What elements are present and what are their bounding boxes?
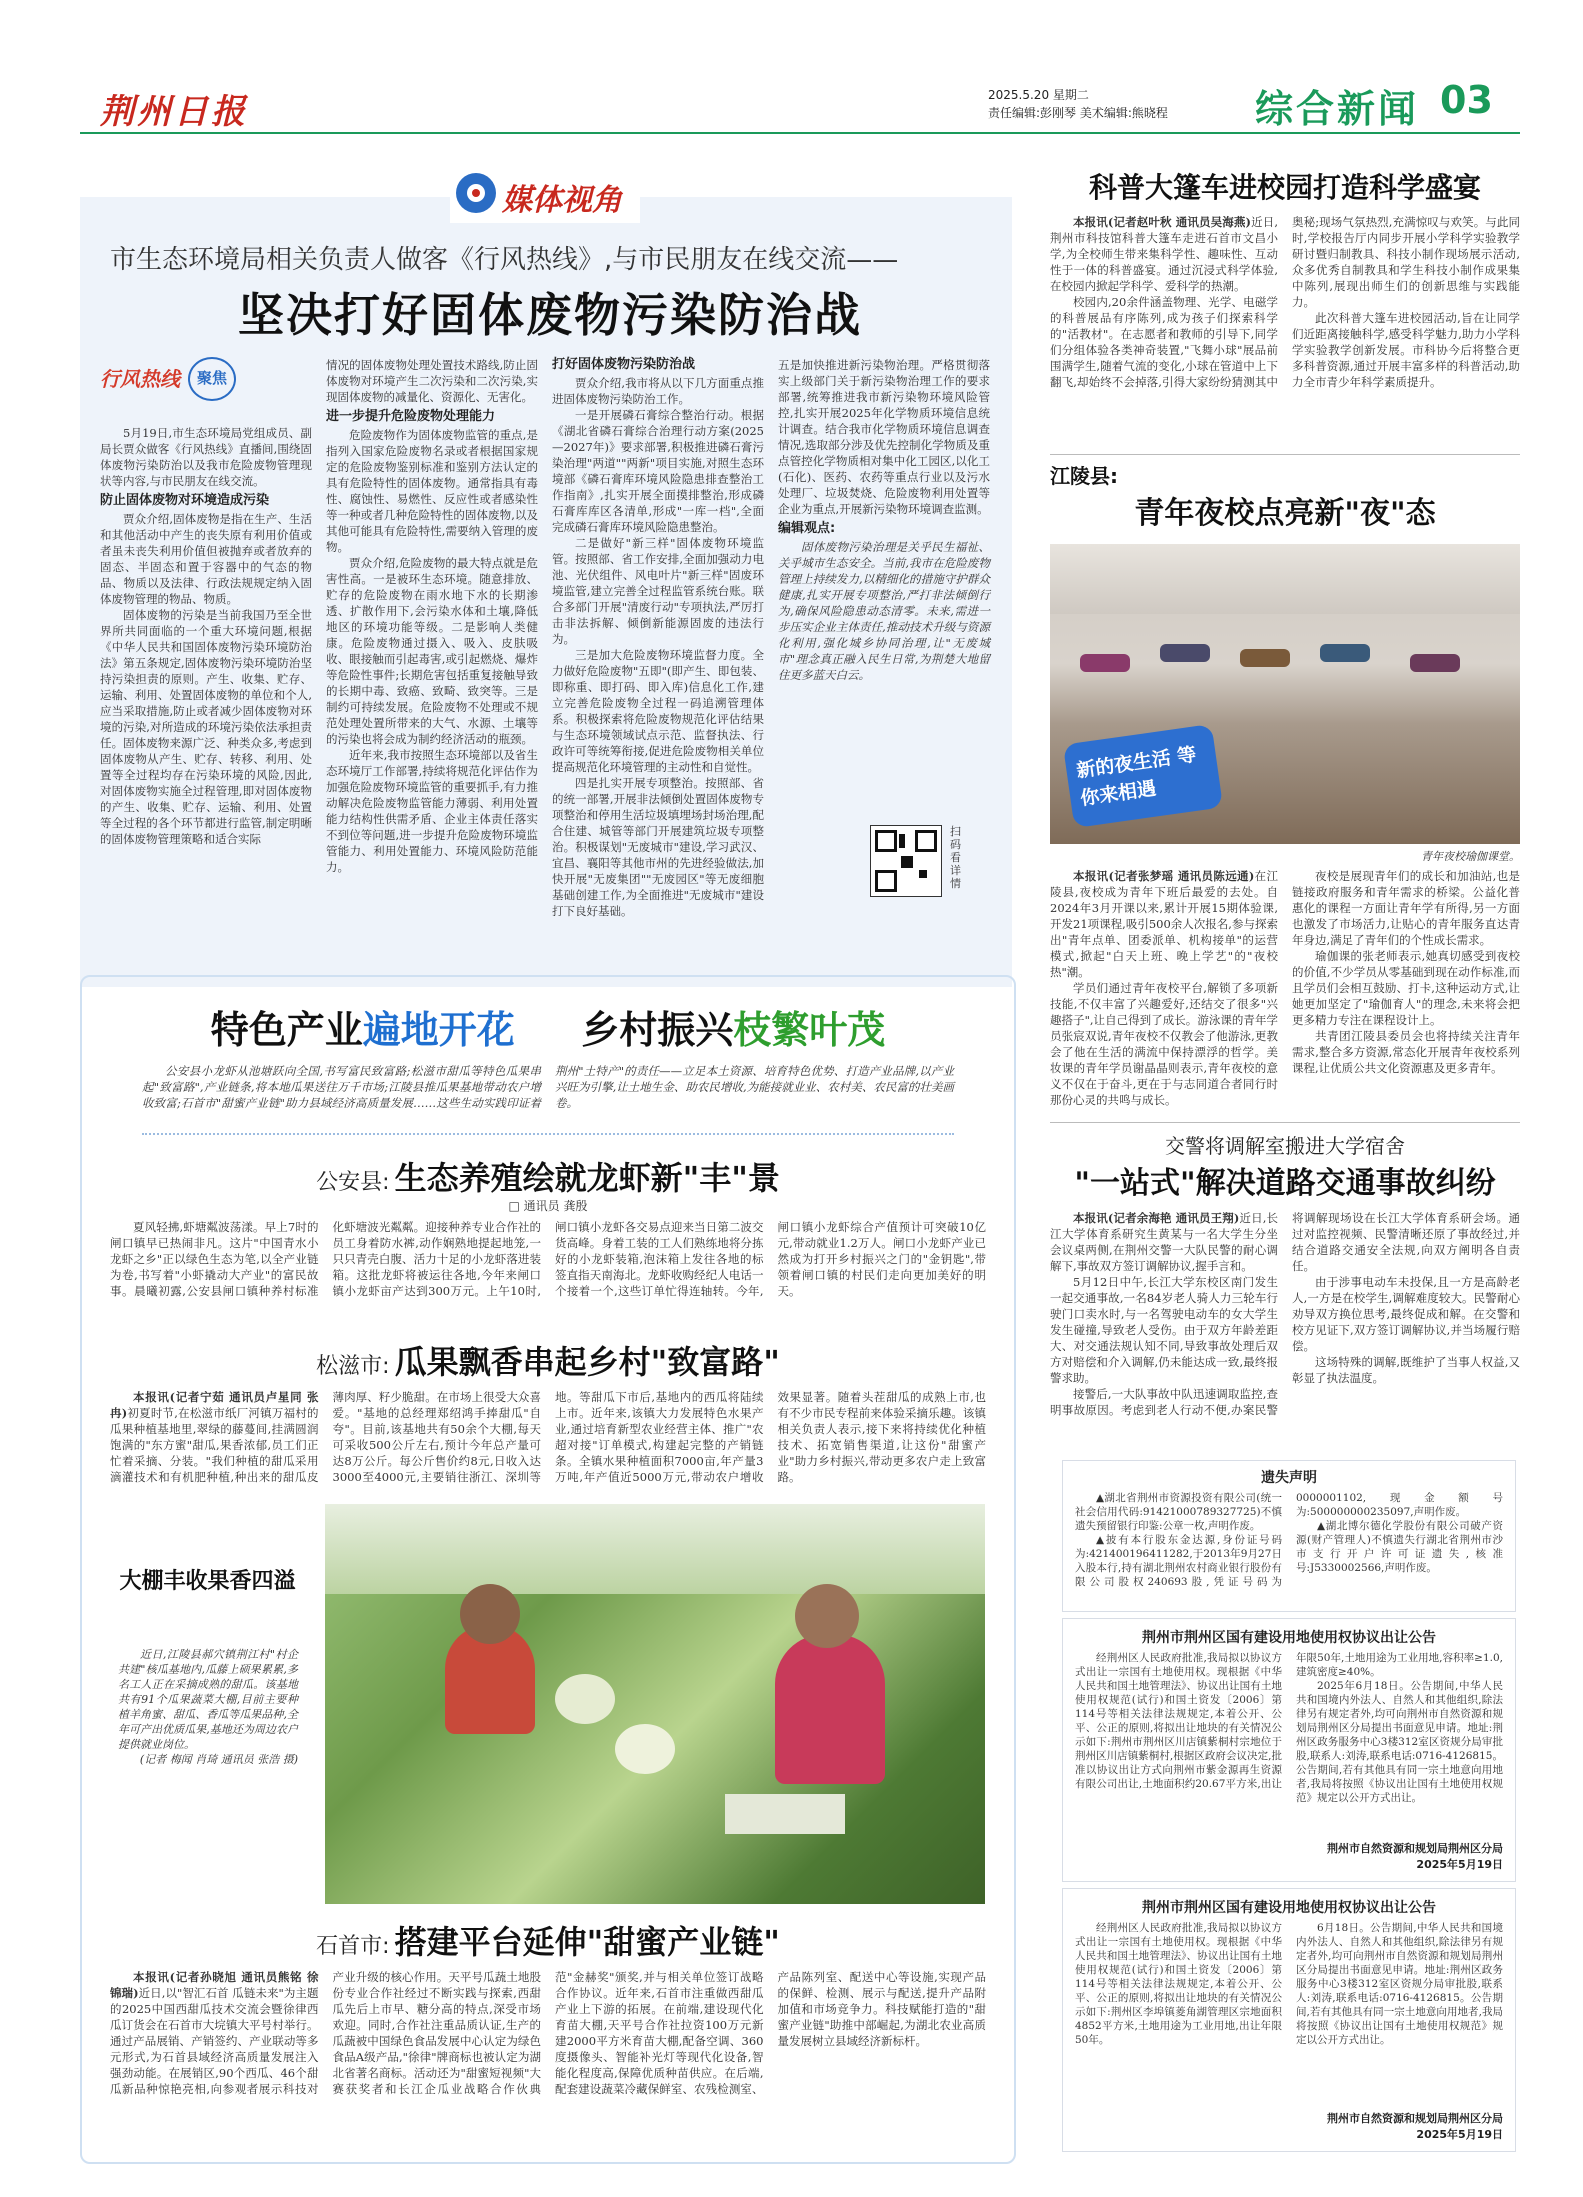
hotline-logo bbox=[100, 357, 240, 397]
gongan-para: 夏风轻拂,虾塘粼波荡漾。早上7时的闸口镇早已热闹非凡。这片"中国青水小龙虾之乡"正以绿色生态为笔,以全产业链为卷,书写着"小虾撬动大产业"的富民故事。晨曦初露,公安县闸口镇种养村标准化虾塘波光粼粼。迎接种养专业合作社的员工身着防水裤,动作娴熟地提起地笼,一只只青壳白腹、活力十足的小龙虾落进装箱。这批龙虾将被运往各地,今年来闸口镇小龙虾亩产达到300万元。上午10时,闸口镇小龙虾各交易点迎来当日第二波交货高峰。身着工装的工人们熟练地将分拣好的小龙虾装箱,泡沫箱上发往各地的标签直指天南海北。龙虾收购经纪人电话一个接着一个,这些订单忙得连轴转。今年,闸口镇小龙虾综合产值预计可突破10亿元,带动就业1.2万人。闸口小龙虾产业已然成为打开乡村振兴之门的"金钥匙",带领着闸口镇的村民们走向更加美好的明天。 bbox=[110, 1220, 986, 1298]
media-feature-box bbox=[80, 183, 1012, 987]
media-col-1 bbox=[100, 425, 312, 847]
rural-headline-d: 枝繁叶茂 bbox=[733, 1007, 886, 1052]
land-notice-issuer: 荆州市自然资源和规划局荆州区分局 bbox=[1327, 1842, 1503, 1855]
land-notice-body bbox=[1075, 1651, 1503, 1837]
traffic-article bbox=[1050, 1126, 1520, 1456]
traffic-para: 接警后,一大队事故中队迅速调取监控,查明事故原因。考虑到老人行动不便,办案民警将调解现场设在长江大学体育系研会场。通过对监控视频、民警清晰还原了事故经过,并结合道路交通安全法规,向双方阐明各自责任。 bbox=[1050, 1211, 1520, 1417]
header-rule bbox=[80, 132, 1520, 134]
media-col-3 bbox=[552, 357, 764, 919]
editor-note: 固体废物污染治理是关乎民生福祉、关乎城市生态安全。当前,我市在危险废物管理上持续发力,以精细化的措施守护群众健康,扎实开展专项整治,严打非法倾倒行为,确保风险隐患动态清零。未来,需进一步压实企业主体责任,推动技术升级与资源化利用,强化城乡协同治理,让"无废城市"理念真正融入民生日常,为荆楚大地留住更多蓝天白云。 bbox=[778, 540, 990, 682]
section-name: 综合新闻 bbox=[1255, 87, 1420, 131]
media-para: 近年来,我市按照生态环境部以及省生态环境厅工作部署,持续将规范化评估作为加强危险废物环境监管的重要抓手,有力推动解决危险废物监管能力薄弱、利用处置能力结构性供需矛盾、企业主体责任落实不到位等问题,进一步提升危险废物环境监管能力、利用处置能力、环境风险防范能力。 bbox=[326, 748, 538, 874]
land-notice-date: 2025年5月19日 bbox=[1416, 2128, 1503, 2141]
land-notice-1 bbox=[1062, 1618, 1516, 1882]
gongan-headline: 生态养殖绘就龙虾新"丰"景 bbox=[394, 1159, 780, 1197]
land-notice-signature bbox=[1075, 2111, 1503, 2143]
media-kicker: 市生态环境局相关负责人做客《行风热线》,与市民朋友在线交流—— bbox=[110, 245, 899, 275]
focus-logo: 聚焦 bbox=[188, 357, 236, 401]
media-para: 情况的固体废物处理处置技术路线,防止固体废物对环境产生二次污染和二次污染,实现固体废物的减量化、资源化、无害化。 bbox=[326, 358, 538, 404]
lost-notice-item: ▲湖北省荆州市资源投资有限公司(统一社会信用代码:91421000789327725)不慎遗失预留银行印鉴:公章一枚,声明作废。 bbox=[1075, 1492, 1282, 1532]
greenhouse-text bbox=[118, 1647, 298, 1767]
traffic-para: 这场特殊的调解,既维护了当事人权益,又彰显了执法温度。 bbox=[1292, 1355, 1520, 1385]
rural-intro-text: 公安县小龙虾从池塘跃向全国,书写富民致富路;松滋市甜瓜等特色瓜果串起"致富路",产业链条,将本地瓜果送往万千市场;江陵县推瓜果基地带动农户增收致富;石首市"甜蜜产业链"助力县域经济高质量发展……这些生动实践印证着荆州"土特产"的责任——立足本土资源、培育特色优势、打造产业品牌,以产业兴旺为引擎,让土地生金、助农民增收,为能接就业业、农村美、农民富的壮美画卷。 bbox=[142, 1064, 954, 1110]
jiangling-body bbox=[1050, 868, 1520, 1116]
shishou-lead: 本报讯(记者孙晓旭 通讯员熊铭 徐锦瑞) bbox=[110, 1970, 319, 2000]
media-col-4 bbox=[778, 357, 990, 683]
land-notice-title: 荆州市荆州区国有建设用地使用权协议出让公告 bbox=[1142, 1900, 1436, 1916]
page-number: 03 bbox=[1440, 78, 1493, 122]
media-para: 贾众介绍,危险废物的最大特点就是危害性高。一是被环生态环境。随意排放、贮存的危险废物在雨水地下水的长期渗透、扩散作用下,会污染水体和土壤,降低地区的环境功能等级。二是影响人类健康。危险废物通过摄入、吸入、皮肤吸收、眼接触而引起毒害,或引起燃烧、爆炸等危险性事件;长期危害包括重复接触导致的长期中毒、致癌、致畸、致突等。三是制约可持续发展。危险废物不处理或不规范处理处置所带来的大气、水源、土壤等的污染也将会成为制约经济活动的瓶颈。 bbox=[326, 556, 538, 746]
dotted-rule bbox=[142, 1133, 954, 1135]
science-lead: 本报讯(记者赵叶秋 通讯员吴海燕) bbox=[1073, 215, 1251, 229]
hotline-logo-text: 行风热线 bbox=[100, 367, 180, 391]
lost-notice-box bbox=[1062, 1460, 1516, 1612]
media-badge bbox=[450, 167, 640, 223]
science-para: 此次科普大篷车进校园活动,旨在让同学们近距离接触科学,感受科学魅力,助力小学科学实验教学创新发展。市科协今后将整合更多科普资源,通过开展丰富多样的科普活动,助力全市青少年科学素质提升。 bbox=[1292, 311, 1520, 389]
traffic-kicker: 交警将调解室搬进大学宿舍 bbox=[1165, 1134, 1405, 1158]
media-para: 三是加大危险废物环境监督力度。全力做好危险废物"五即"(即产生、即包装、即称重、即打码、即入库)信息化工作,建立完善危险废物全过程一码追溯管理体系。积极探索将危险废物规范化评估结果与生态环境领域试点示范、监督执法、行政许可等统筹衔接,促进危险废物相关单位提高规范化环境管理的主动性和自觉性。 bbox=[552, 648, 764, 774]
shishou-kicker: 石首市: bbox=[316, 1934, 390, 1959]
jiangling-article bbox=[1050, 460, 1520, 1120]
greenhouse-title: 大棚丰收果香四溢 bbox=[119, 1569, 296, 1594]
media-para: 固体废物的污染是当前我国乃至全世界所共同面临的一个重大环境问题,根据《中华人民共和国固体废物污染环境防治法》第五条规定,固体废物污染环境防治坚持污染担责的原则。产生、收集、贮存、运输、利用、处置固体废物的单位和个人,应当采取措施,防止或者减少固体废物对环境的污染,对所造成的环境污染依法承担责任。固体废物来源广泛、种类众多,考虑到固体废物从产生、贮存、转移、利用、处置等全过程均存在污染环境的风险,因此,对固体废物实施全过程管理,即对固体废物的产生、收集、贮存、运输、利用、处置等全过程的各个环节都进行监管,制定明晰的固体废物管理策略和适合实际 bbox=[100, 608, 312, 846]
qr-code[interactable] bbox=[870, 825, 942, 897]
science-body bbox=[1050, 214, 1520, 434]
media-subhead-1: 防止固体废物对环境造成污染 bbox=[100, 493, 270, 508]
songzi-headline: 瓜果飘香串起乡村"致富路" bbox=[394, 1343, 780, 1381]
shishou-para: 近日,以"智汇石首 瓜链未来"为主题的2025中国西甜瓜技术交流会暨徐律西瓜订货会在石首市大垸镇大平号村举行。通过产品展销、产销签约、产业联动等多元形式,为石首县域经济高质量发展注入强劲动能。在展销区,90个西瓜、46个甜瓜新品种惊艳亮相,向参观者展示科技对产业升级的核心作用。天平号瓜蔬土地股份专业合作社经过不断实践与探索,西甜瓜先后上市早、糖分高的特点,深受市场欢迎。同时,合作社注重品质认证,生产的瓜蔬被中国绿色食品发展中心认定为绿色食品A级产品,"徐律"牌商标也被认定为湖北省著名商标。活动还为"甜蜜短视频"大赛获奖者和长江企瓜业战略合作伙典范"金赫奖"颁奖,并与相关单位签订战略合作协议。近年来,石首市注重做西甜瓜产业上下游的拓展。在前端,建设现代化育苗大棚,天平号合作社拉资100万元新建2000平方米育苗大棚,配备空调、360度摄像头、智能补光灯等现代化设备,智能化程度高,保障优质种苗供应。在后端,配套建设蔬菜冷藏保鲜室、农残检测室、产品陈列室、配送中心等设施,实现产品的保鲜、检测、展示与配送,提升产品附加值和市场竞争力。科技赋能打造的"甜蜜产业链"助推中部崛起,为湖北农业高质量发展树立县域经济新标杆。 bbox=[110, 1970, 986, 2096]
land-notice-signature bbox=[1075, 1841, 1503, 1873]
media-para: 危险废物作为固体废物监管的重点,是指列入国家危险废物名录或者根据国家规定的危险废物鉴别标准和鉴别方法认定的具有危险特性的固体废物。通常指具有毒性、腐蚀性、易燃性、反应性或者感染性等一种或者几种危险特性的固体废物,以及其他可能具有危险特性,需要纳入管理的废物。 bbox=[326, 428, 538, 554]
media-para: 五是加快推进新污染物治理。严格贯彻落实上级部门关于新污染物治理工作的要求部署,统筹推进我市新污染物环境风险管控,扎实开展2025年化学物质环境信息统计调查。结合我市化学物质环境信息调查情况,选取部分涉及优先控制化学物质及重点管控化学物质相对集中化工园区,以化工(石化)、医药、农药等重点行业以及污水处理厂、垃圾焚烧、危险废物利用处置等企业为重点,开展新污染物环境调查监测。 bbox=[778, 358, 990, 516]
land-notice-para: 2025年6月18日。公告期间,中华人民共和国境内外法人、自然人和其他组织,除法律另有规定者外,均可向荆州市自然资源和规划局荆州区分局提出书面意见申请。地址:荆州区政务服务中心3楼312室区资规分局审批股,联系人:刘涛,联系电话:0716-4126815。公告期间,若有其他具有同一宗土地意向用地者,我局将按照《协议出让国有土地使用权规范》规定以公开方式出让。 bbox=[1296, 1680, 1503, 1804]
editor-note-title: 编辑观点: bbox=[778, 521, 836, 536]
songzi-para: 初夏时节,在松滋市纸厂河镇万福村的瓜果种植基地里,翠绿的藤蔓间,挂满圆润饱满的"东方蜜"甜瓜,果香浓郁,员工们正忙着采摘、分装。"我们种植的甜瓜采用滴灌技术和有机肥种植,种出来的甜瓜皮薄肉厚、籽少脆甜。在市场上很受大众喜爱。"基地的总经理郑绍鸿手捧甜瓜"自夸"。目前,该基地共有50余个大棚,每天可采收500公斤左右,预计今年总产量可达8万公斤。每公斤售价约8元,日收入达3000至4000元,主要销往浙江、深圳等地。等甜瓜下市后,基地内的西瓜将陆续上市。近年来,该镇大力发展特色水果产业,通过培育新型农业经营主体、推广"农超对接"订单模式,构建起完整的产销链条。全镇水果种植面积7000亩,年产量3万吨,年产值近5000万元,带动农户增收效果显著。随着头茬甜瓜的成熟上市,也有不少市民专程前来体验采摘乐趣。该镇相关负责人表示,接下来将持续优化种植技术、拓宽销售渠道,让这份"甜蜜产业"助力乡村振兴,带动更多农户走上致富路。 bbox=[110, 1390, 986, 1484]
yoga-class-photo bbox=[1050, 544, 1520, 844]
traffic-para: 近日,长江大学体育系研究生黄某与一名大学生分坐会议桌两侧,在荆州交警一大队民警的耐心调解下,事故双方签订调解协议,握手言和。 bbox=[1050, 1211, 1278, 1273]
land-notice-2 bbox=[1062, 1888, 1516, 2152]
shishou-body bbox=[110, 1969, 986, 2145]
traffic-para: 5月12日中午,长江大学东校区南门发生一起交通事故,一名84岁老人骑人力三轮车行驶门口卖水时,与一名驾驶电动车的女大学生发生碰撞,导致老人受伤。由于双方年龄差距大、对交通法规认知不同,导致事故处理后双方对赔偿和介入调解,仍未能达成一致,最终报警求助。 bbox=[1050, 1275, 1278, 1385]
songzi-body bbox=[110, 1389, 986, 1501]
traffic-body bbox=[1050, 1210, 1520, 1450]
jiangling-headline: 青年夜校点亮新"夜"态 bbox=[1134, 496, 1436, 531]
media-headline: 坚决打好固体废物污染防治战 bbox=[238, 288, 862, 342]
songzi-headline-row bbox=[82, 1337, 1014, 1383]
songzi-kicker: 松滋市: bbox=[316, 1354, 390, 1379]
qr-caption: 扫码看详情 bbox=[950, 825, 961, 890]
media-subhead-3: 打好固体废物污染防治战 bbox=[552, 357, 696, 372]
camera-icon bbox=[456, 173, 496, 213]
greenhouse-credit: (记者 梅闻 肖琦 通讯员 张浩 摄) bbox=[139, 1753, 298, 1766]
traffic-para: 由于涉事电动车未投保,且一方是高龄老人,一方是在校学生,调解难度较大。民警耐心劝导双方换位思考,最终促成和解。在交警和校方见证下,双方签订调解协议,并当场履行赔偿。 bbox=[1292, 1275, 1520, 1353]
media-para: 贾众介绍,固体废物是指在生产、生活和其他活动中产生的丧失原有利用价值或者虽未丧失利用价值但被抛弃或者放弃的固态、半固态和置于容器中的气态的物品、物质以及法律、行政法规规定纳入固体废物管理的物品、物质。 bbox=[100, 512, 312, 606]
media-col-2 bbox=[326, 357, 538, 875]
traffic-headline: "一站式"解决道路交通事故纠纷 bbox=[1074, 1166, 1496, 1201]
media-intro: 5月19日,市生态环境局党组成员、副局长贾众做客《行风热线》直播间,围绕固体废物污染防治以及我市危险废物管理现状等内容,与市民朋友在线交流。 bbox=[100, 426, 312, 488]
media-subhead-2: 进一步提升危险废物处理能力 bbox=[326, 409, 496, 424]
issue-date: 2025.5.20 星期二 bbox=[988, 88, 1089, 102]
science-headline: 科普大篷车进校园打造科学盛宴 bbox=[1088, 171, 1481, 204]
rural-feature bbox=[80, 975, 1016, 2164]
rural-headline bbox=[82, 999, 1014, 1054]
land-notice-para: 经荆州区人民政府批准,我局拟以协议方式出让一宗国有土地使用权。现根据《中华人民共和国土地管理法》、协议出让国有土地使用权规范(试行)和国土资发〔2006〕第114号等相关法律法规规定,本着公开、公平、公正的原则,将拟出让地块的有关情况公示如下:荆州区李埠镇菱角湖管理区宗地面积4852平方米,土地用途为工业用地,出让年限50年。 bbox=[1075, 1922, 1282, 2046]
jiangling-kicker: 江陵县: bbox=[1050, 464, 1118, 488]
shishou-headline-row bbox=[82, 1917, 1014, 1963]
land-notice-issuer: 荆州市自然资源和规划局荆州区分局 bbox=[1327, 2112, 1503, 2125]
divider bbox=[1050, 454, 1520, 455]
land-notice-para: 经荆州区人民政府批准,我局拟以协议方式出让一宗国有土地使用权。现根据《中华人民共和国土地管理法》、协议出让国有土地使用权规范(试行)和国土资发〔2006〕第114号等相关法律法规规定,本着公开、公平、公正的原则,将拟出让地块的有关情况公示如下:荆州市荆州区川店镇紫桐村宗地位于荆州区川店镇紫桐村,根据区政府会议决定,批准以协议出让方式向荆州市紫金源再生资源有限公司出让,土地面积约20.67平方米,出让年限50年,土地用途为工业用地,容积率≥1.0,建筑密度≥40%。 bbox=[1075, 1652, 1503, 1790]
rural-intro bbox=[142, 1063, 954, 1127]
gongan-body bbox=[110, 1219, 986, 1321]
traffic-lead: 本报讯(记者余海艳 通讯员王翔) bbox=[1073, 1211, 1240, 1225]
photo-sign: 新的夜生活 等你来相遇 bbox=[1063, 724, 1223, 828]
shishou-headline: 搭建平台延伸"甜蜜产业链" bbox=[394, 1923, 780, 1961]
media-para: 二是做好"新三样"固体废物环境监管。按照部、省工作安排,全面加强动力电池、光伏组件、风电叶片"新三样"固废环境监管,建立完善全过程监管系统台账。联合多部门开展"清废行动"专项执法,严厉打击非法拆解、倾倒新能源固废的违法行为。 bbox=[552, 536, 764, 646]
gongan-kicker: 公安县: bbox=[316, 1170, 390, 1195]
jiangling-para: 在江陵县,夜校成为青年下班后最爱的去处。自2024年3月开课以来,累计开展15期体验课,开发21项课程,吸引500余人次报名,参与探索出"青年点单、团委派单、机构接单"的运营模式,掀起"白天上班、晚上学艺"的"夜校热"潮。 bbox=[1050, 869, 1279, 979]
rural-headline-a: 特色产业 bbox=[210, 1007, 363, 1052]
science-para: 近日,荆州市科技馆科普大篷车走进石首市文昌小学,为全校师生带来集科学性、趣味性、互动性于一体的科普盛宴。通过沉浸式科学体验,在校园内掀起学科学、爱科学的热潮。 bbox=[1050, 215, 1278, 293]
melon-harvest-photo bbox=[325, 1504, 985, 1904]
gongan-byline: □ 通讯员 龚殷 bbox=[508, 1199, 588, 1213]
greenhouse-para: 近日,江陵县郝穴镇荆江村"村企共建"核瓜基地内,瓜藤上硕果累累,多名工人正在采摘成熟的甜瓜。该基地共有91个瓜果蔬菜大棚,目前主要种植羊角蜜、甜瓜、香瓜等瓜果品种,全年可产出优质瓜果,基地还为周边农户提供就业岗位。 bbox=[118, 1648, 298, 1751]
yoga-photo-caption: 青年夜校瑜伽课堂。 bbox=[1421, 850, 1520, 863]
lost-notice-item: ▲披有本行股东金达源,身份证号码为:421400196411282,于2013年9月27日入股本行,持有湖北荆州农村商业银行股份有限公司股权240693股,凭证号码为0000001102,现金额号为:500000000235097,声明作废。 bbox=[1075, 1492, 1503, 1588]
jiangling-para: 夜校是展现青年们的成长和加油站,也是链接政府服务和青年需求的桥梁。公益化普惠化的课程一方面让青年学有所得,另一方面也激发了市场活力,让贴心的青年服务直达青年身边,满足了青年们的个性成长需求。 bbox=[1292, 869, 1520, 947]
media-badge-label: 媒体视角 bbox=[502, 183, 622, 218]
land-notice-title: 荆州市荆州区国有建设用地使用权协议出让公告 bbox=[1142, 1630, 1436, 1646]
rural-headline-b: 遍地开花 bbox=[362, 1007, 515, 1052]
greenhouse-sidebar bbox=[110, 1517, 305, 1817]
rural-headline-c: 乡村振兴 bbox=[581, 1007, 734, 1052]
masthead-logo: 荆州日报 bbox=[100, 92, 248, 132]
media-para: 一是开展磷石膏综合整治行动。根据《湖北省磷石膏综合治理行动方案(2025—2027年)》要求部署,积极推进磷石膏污染治理"两道""两新"项目实施,对照生态环境部《磷石膏库环境风险隐患排查整治工作指南》,扎实开展全面摸排整治,形成磷石膏库库区各清单,形成"一库一档",全面完成磷石膏库环境风险隐患整治。 bbox=[552, 408, 764, 534]
lost-notice-body bbox=[1075, 1491, 1503, 1607]
science-para: 校园内,20余件涵盖物理、光学、电磁学的科普展品有序陈列,成为孩子们探索科学的"活教材"。在志愿者和教师的引导下,同学们分组体验各类神奇装置,"飞舞小球"展品前围满学生,随着气流的变化,小球在管道中上下翻飞,却始终不会掉落,引得大家纷纷猜测其中奥秘;现场气氛热烈,充满惊叹与欢笑。与此同时,学校报告厅内同步开展小学科学实验教学研讨暨归制教具、科技小制作现场展示活动,众多优秀自制教具和学生科技小制作成果集中陈列,展现出师生们的创新思维与实践能力。 bbox=[1050, 215, 1520, 389]
land-notice-body bbox=[1075, 1921, 1503, 2107]
jiangling-lead: 本报讯(记者张梦瑶 通讯员陈远通) bbox=[1073, 869, 1255, 883]
divider bbox=[1050, 1122, 1520, 1123]
jiangling-para: 共青团江陵县委员会也将持续关注青年需求,整合多方资源,常态化开展青年夜校系列课程,让优质公共文化资源惠及更多青年。 bbox=[1292, 1029, 1520, 1075]
jiangling-para: 学员们通过青年夜校平台,解锁了多项新技能,不仅丰富了兴趣爱好,还结交了很多"兴趣搭子",让自己得到了成长。游泳课的青年学员张宸双说,青年夜校不仅教会了他游泳,更教会了他在生活的满流中保持漂浮的哲学。美妆课的青年学员谢晶晶则表示,青年夜校的意义不仅在于奋斗,更在于与志同道合者同行时那份心灵的共鸣与成长。 bbox=[1050, 981, 1278, 1107]
gongan-headline-row bbox=[82, 1153, 1014, 1199]
media-para: 四是扎实开展专项整治。按照部、省的统一部署,开展非法倾倒处置固体废物专项整治和停用生活垃圾填埋场封场治理,配合住建、城管等部门开展建筑垃圾专项整治。积极谋划"无废城市"建设,学习武汉、宜昌、襄阳等其他市州的先进经验做法,加快开展"无废集团""无废园区"等无废细胞基础创建工作,为全面推进"无废城市"建设打下良好基础。 bbox=[552, 776, 764, 918]
lost-notice-title: 遗失声明 bbox=[1261, 1470, 1317, 1486]
science-article bbox=[1050, 158, 1520, 448]
page-header bbox=[100, 78, 1520, 132]
land-notice-para: 6月18日。公告期间,中华人民共和国境内外法人、自然人和其他组织,除法律另有规定者外,均可向荆州市自然资源和规划局荆州区分局提出书面意见申请。地址:荆州区政务服务中心3楼312室区资规分局审批股,联系人:刘涛,联系电话:0716-4126815。公告期间,若有其他具有同一宗土地意向用地者,我局将按照《协议出让国有土地使用权规范》规定以公开方式出让。 bbox=[1296, 1922, 1503, 2046]
media-para: 贾众介绍,我市将从以下几方面重点推进固体废物污染防治工作。 bbox=[552, 376, 764, 406]
lost-notice-item: ▲湖北博尔德化学股份有限公司破产资源(财产管理人)不慎遗失行湖北省荆州市沙市支行开户许可证遗失,核准号:J5330002566,声明作废。 bbox=[1296, 1520, 1503, 1574]
songzi-lead: 本报讯(记者宁茹 通讯员卢星同 张冉) bbox=[110, 1390, 319, 1420]
jiangling-para: 瑜伽课的张老师表示,她真切感受到夜校的价值,不少学员从零基础到现在动作标准,而且学员们会相互鼓励、打卡,这种运动方式,让她更加坚定了"瑜伽育人"的理念,未来将会把更多精力专注在课程设计上。 bbox=[1292, 949, 1520, 1027]
editor-credits: 责任编辑:彭刚琴 美术编辑:熊晓程 bbox=[988, 106, 1168, 120]
land-notice-date: 2025年5月19日 bbox=[1416, 1858, 1503, 1871]
